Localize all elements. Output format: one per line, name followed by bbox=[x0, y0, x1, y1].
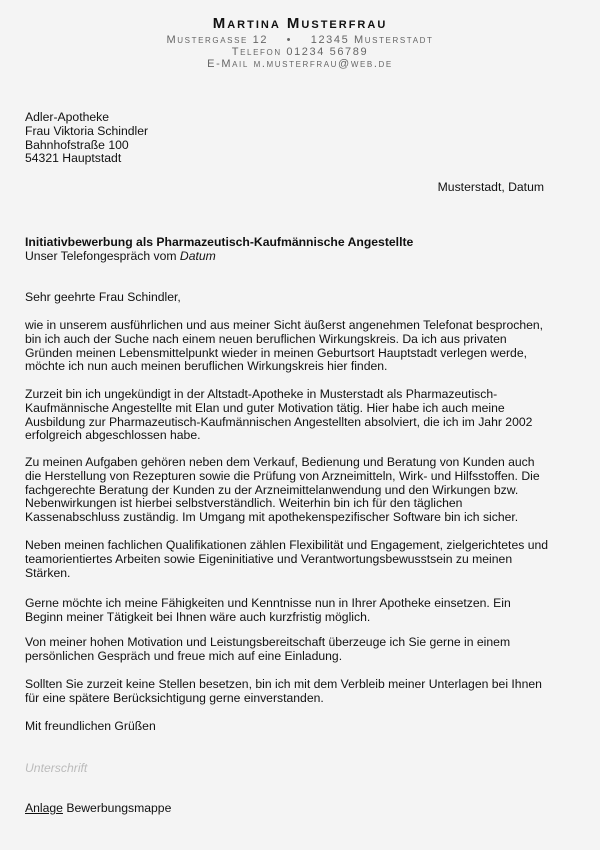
sender-address bbox=[0, 34, 600, 46]
paragraph-3 bbox=[25, 456, 575, 525]
recipient-line: 54321 Hauptstadt bbox=[25, 151, 122, 166]
text-line: persönlichen Gespräch und freue mich auf eine Einladung. bbox=[25, 648, 343, 663]
reference-text: Unser Telefongespräch vom bbox=[25, 248, 180, 263]
text-line: möchte ich nun auch meinen beruflichen Wirkungskreis hier finden. bbox=[25, 359, 388, 374]
sender-phone: Telefon 01234 56789 bbox=[231, 46, 369, 58]
text-line: erfolgreich abgeschlossen habe. bbox=[25, 428, 201, 443]
sender-city: 12345 Musterstadt bbox=[310, 34, 434, 46]
subject-line: Initiativbewerbung als Pharmazeutisch-Kaufmännische Angestellte bbox=[25, 235, 414, 249]
salutation: Sehr geehrte Frau Schindler, bbox=[25, 290, 181, 304]
paragraph-1 bbox=[25, 319, 575, 374]
text-line: Ausbildung zur Pharmazeutisch-Kaufmännischen Angestellten absolviert, die ich im Jahr 2002 bbox=[25, 414, 533, 429]
text-line: Gerne möchte ich meine Fähigkeiten und Kenntnisse nun in Ihrer Apotheke einsetzen. Ein bbox=[25, 596, 511, 610]
text-line: Kassenabschluss zuständig. Im Umgang mit apothekenspezifischer Software bin ich sicher. bbox=[25, 510, 519, 525]
text-line: Sollten Sie zurzeit keine Stellen besetzen, bin ich mit dem Verbleib meiner Unterlagen bei Ihnen bbox=[25, 677, 542, 691]
text-line: fachgerechte Beratung der Kunden zu der Arzneimittelanwendung und den Wirkungen bzw. bbox=[25, 482, 519, 497]
recipient-line: Adler-Apotheke bbox=[25, 110, 110, 124]
separator: • bbox=[286, 34, 293, 46]
sender-email: E-Mail m.musterfrau@web.de bbox=[207, 58, 393, 70]
text-line: Beginn meiner Tätigkeit bei Ihnen wäre auch kurzfristig möglich. bbox=[25, 609, 371, 624]
paragraph-2 bbox=[25, 388, 575, 443]
text-line: wie in unserem ausführlichen und aus meiner Sicht äußerst angenehmen Telefonat besprochen, bbox=[25, 318, 544, 332]
text-line: die Herstellung von Rezepturen sowie die Prüfung von Arzneimitteln, Wirk- und Hilfsstoffen. Die bbox=[25, 468, 540, 483]
text-line: Stärken. bbox=[25, 565, 71, 580]
text-line: bin ich auch der Suche nach einem neuen beruflichen Wirkungskreis. Da ich aus privaten bbox=[25, 331, 507, 346]
paragraph-7 bbox=[25, 678, 575, 706]
attachment-line bbox=[25, 802, 575, 816]
paragraph-4 bbox=[25, 539, 575, 580]
text-line: Von meiner hohen Motivation und Leistungsbereitschaft überzeuge ich Sie gerne in einem bbox=[25, 635, 511, 649]
recipient-address bbox=[25, 111, 575, 166]
letter-date: Musterstadt, Datum bbox=[437, 180, 544, 194]
recipient-line: Bahnhofstraße 100 bbox=[25, 137, 129, 152]
text-line: Zu meinen Aufgaben gehören neben dem Verkauf, Bedienung und Beratung von Kunden auch bbox=[25, 455, 535, 469]
reference-line bbox=[25, 250, 575, 264]
text-line: Nebenwirkungen ist hierbei selbstverständlich. Weiterhin bin ich für den täglichen bbox=[25, 496, 463, 511]
attachment-label: Anlage bbox=[25, 801, 63, 815]
signature-placeholder: Unterschrift bbox=[25, 761, 88, 775]
reference-date: Datum bbox=[179, 248, 216, 263]
paragraph-6 bbox=[25, 636, 575, 664]
paragraph-5 bbox=[25, 597, 575, 625]
text-line: Kaufmännische Angestellte mit Elan und guter Motivation tätig. Hier habe ich auch meine bbox=[25, 400, 505, 415]
sender-street: Mustergasse 12 bbox=[166, 34, 269, 46]
text-line: Neben meinen fachlichen Qualifikationen zählen Flexibilität und Engagement, zielgerichtetes und bbox=[25, 538, 549, 552]
text-line: teamorientiertes Arbeiten sowie Eigeninitiative und Verantwortungsbewusstsein zu meinen bbox=[25, 551, 513, 566]
sender-name: Martina Musterfrau bbox=[212, 15, 388, 32]
text-line: für eine spätere Berücksichtigung gerne einverstanden. bbox=[25, 690, 324, 705]
recipient-line: Frau Viktoria Schindler bbox=[25, 123, 149, 138]
subject-block bbox=[25, 236, 575, 264]
closing: Mit freundlichen Grüßen bbox=[25, 719, 156, 733]
text-line: Zurzeit bin ich ungekündigt in der Altstadt-Apotheke in Musterstadt als Pharmazeutisch- bbox=[25, 387, 498, 401]
attachment-text: Bewerbungsmappe bbox=[62, 801, 172, 815]
text-line: Gründen meinen Lebensmittelpunkt wieder in meinen Geburtsort Hauptstadt verlegen werde, bbox=[25, 345, 528, 360]
